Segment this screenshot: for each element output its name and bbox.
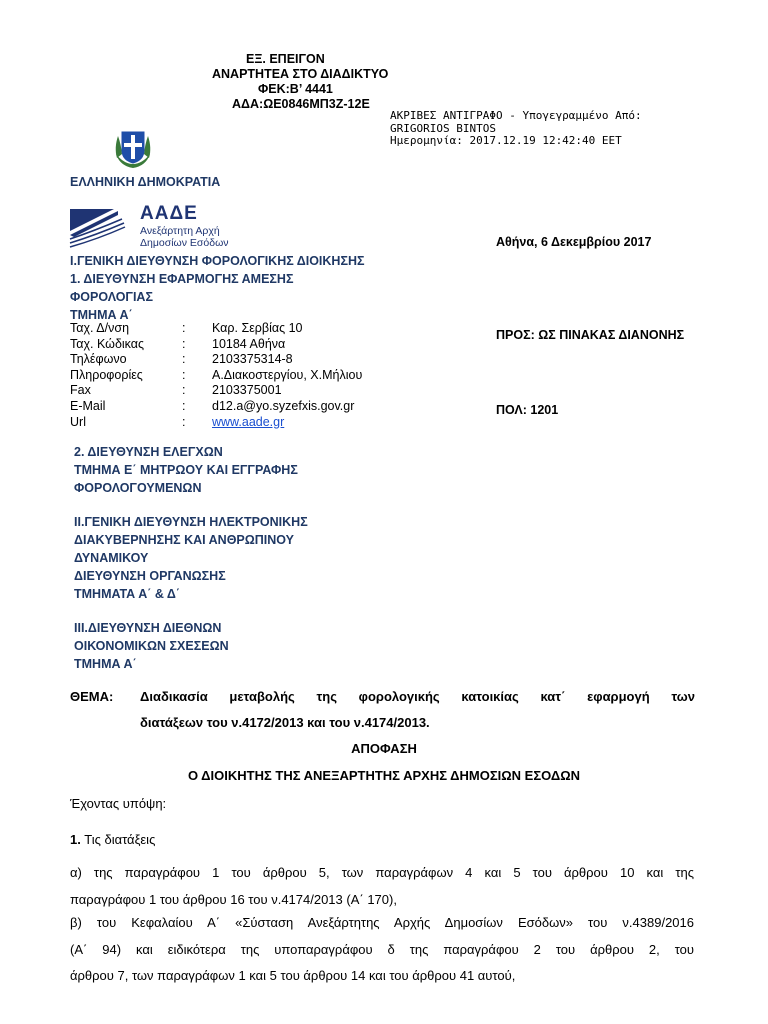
sender-block-1: Ι.ΓΕΝΙΚΗ ΔΙΕΥΘΥΝΣΗ ΦΟΡΟΛΟΓΙΚΗΣ ΔΙΟΙΚΗΣΗΣ 1. ΔΙΕΥΘΥΝΣΗ ΕΦΑΡΜΟΓΗΣ ΑΜΕΣΗΣ ΦΟΡΟΛΟΓΙΑΣ ΤΜΗΜΑ Α΄ — [70, 254, 365, 322]
top-header — [212, 52, 422, 112]
pol-number: ΠΟΛ: 1201 — [496, 403, 559, 417]
urgency-label: ΕΞ. ΕΠΕΙΓΟΝ — [246, 52, 325, 66]
ada-label: ΑΔΑ:ΩΕ0846ΜΠ3Ζ-12Ε — [232, 97, 370, 111]
sender-block-4: ΙΙΙ.ΔΙΕΥΘΥΝΣΗ ΔΙΕΘΝΩΝ ΟΙΚΟΝΟΜΙΚΩΝ ΣΧΕΣΕΩΝ ΤΜΗΜΑ Α΄ — [74, 621, 229, 671]
contact-row: Ταχ. Δ/νση : Καρ. Σερβίας 10 — [70, 321, 303, 335]
republic-label: ΕΛΛΗΝΙΚΗ ΔΗΜΟΚΡΑΤΙΑ — [70, 175, 221, 189]
paragraph-a: α) της παραγράφου 1 του άρθρου 5, των παραγράφων 4 και 5 του άρθρου 10 και της παραγράφου 1 του άρθρου 16 του ν.4174/2013 (Α΄ 170), — [70, 865, 694, 907]
contact-row: E-Mail : d12.a@yo.syzefxis.gov.gr — [70, 398, 355, 413]
subject-label: ΘΕΜΑ: — [70, 689, 114, 704]
aade-logo-icon — [68, 205, 126, 249]
authority-title: Ο ΔΙΟΙΚΗΤΗΣ ΤΗΣ ΑΝΕΞΑΡΤΗΤΗΣ ΑΡΧΗΣ ΔΗΜΟΣΙΩΝ ΕΣΟΔΩΝ — [187, 768, 581, 783]
fek-label: ΦΕΚ:Β’ 4441 — [258, 82, 333, 96]
contact-row: Πληροφορίες : Α.Διακοστεργίου, Χ.Μήλιου — [70, 367, 363, 382]
subject-line-2: διατάξεων του ν.4172/2013 και του ν.4174/2013. — [140, 715, 430, 730]
aade-abbr: ΑΑΔΕ — [140, 203, 198, 224]
decision-title: ΑΠΟΦΑΣΗ — [351, 741, 417, 756]
contact-row: Fax : 2103375001 — [70, 383, 282, 398]
aade-name-line1: Ανεξάρτητη Αρχή — [140, 225, 220, 237]
sender-block-2: 2. ΔΙΕΥΘΥΝΣΗ ΕΛΕΓΧΩΝ ΤΜΗΜΑ Ε΄ ΜΗΤΡΩΟΥ ΚΑΙ ΕΓΓΡΑΦΗΣ ΦΟΡΟΛΟΓΟΥΜΕΝΩΝ — [74, 445, 298, 495]
internet-posting-label: ΑΝΑΡΤΗΤΕΑ ΣΤΟ ΔΙΑΔΙΚΤΥΟ — [212, 67, 389, 81]
aade-name-line2: Δημοσίων Εσόδων — [140, 237, 229, 249]
aade-logo — [68, 205, 248, 251]
contact-row: Ταχ. Κώδικας : 10184 Αθήνα — [70, 336, 286, 351]
contact-row: Url : www.aade.gr — [70, 414, 285, 429]
digital-signature: ΑΚΡΙΒΕΣ ΑΝΤΙΓΡΑΦΟ - Υπογεγραμμένο Από: GRIGORIOS BINTOS Ημερομηνία: 2017.12.19 12:42:40 EET — [390, 109, 642, 147]
paragraph-b: β) του Κεφαλαίου Α΄ «Σύσταση Ανεξάρτητης Αρχής Δημοσίων Εσόδων» του ν.4389/2016 (Α΄ 94) και ειδικότερα της υποπαραγράφου δ της παραγράφου 2 του άρθρου 2, του άρθρου 7, των παραγράφων 1 και 5 του άρθρου 14 και του άρθρου 41 αυτού, — [70, 915, 694, 983]
considering-line: Έχοντας υπόψη: — [70, 796, 167, 811]
coat-of-arms-icon — [112, 126, 154, 170]
item-1-number: 1. — [70, 832, 81, 847]
recipient-line: ΠΡΟΣ: ΩΣ ΠΙΝΑΚΑΣ ΔΙΑΝΟΝΗΣ — [496, 328, 685, 342]
item-1 — [70, 827, 155, 854]
website-link[interactable]: www.aade.gr — [212, 414, 285, 429]
contact-table — [70, 321, 362, 430]
subject-line-1: Διαδικασία μεταβολής της φορολογικής κατοικίας κατ΄ εφαρμογή των — [140, 689, 695, 704]
sender-block-3: ΙΙ.ΓΕΝΙΚΗ ΔΙΕΥΘΥΝΣΗ ΗΛΕΚΤΡΟΝΙΚΗΣ ΔΙΑΚΥΒΕΡΝΗΣΗΣ ΚΑΙ ΑΝΘΡΩΠΙΝΟΥ ΔΥΝΑΜΙΚΟΥ ΔΙΕΥΘΥΝΣΗ ΟΡΓΑΝΩΣΗΣ ΤΜΗΜΑΤΑ Α΄ & Δ΄ — [74, 515, 308, 601]
contact-row: Τηλέφωνο : 2103375314-8 — [70, 352, 293, 367]
item-1-text: Τις διατάξεις — [84, 832, 156, 847]
document-date: Αθήνα, 6 Δεκεμβρίου 2017 — [496, 235, 652, 249]
